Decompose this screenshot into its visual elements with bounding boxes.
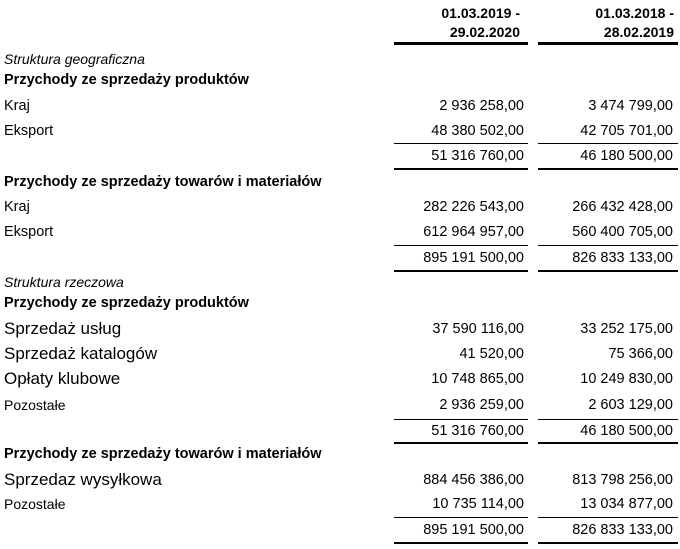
row-value-2019-2020: 10 735 114,00 <box>432 496 524 512</box>
section-title-geographic <box>0 51 680 73</box>
total-value-2019-2020: 895 191 500,00 <box>423 522 524 538</box>
total-double-line <box>538 442 678 444</box>
total-value-2018-2019: 826 833 133,00 <box>572 250 673 266</box>
total-row <box>0 146 680 168</box>
row-value-2018-2019: 75 366,00 <box>608 346 673 362</box>
total-value-2018-2019: 46 180 500,00 <box>580 148 673 164</box>
row-value-2019-2020: 612 964 957,00 <box>423 224 524 240</box>
column-header-line: 29.02.2020 <box>449 24 520 40</box>
row-value-2018-2019: 10 249 830,00 <box>580 371 673 387</box>
row-value-2018-2019: 2 603 129,00 <box>588 397 673 413</box>
column-header-2019-2020 <box>394 4 520 42</box>
group-title-products <box>0 294 680 316</box>
row-value-2018-2019: 33 252 175,00 <box>580 321 673 337</box>
total-row <box>0 520 680 542</box>
subtotal-line <box>394 143 528 144</box>
column-header-2018-2019 <box>538 4 674 42</box>
header-underline <box>538 42 678 45</box>
row-label: Eksport <box>4 224 54 240</box>
group-title-goods <box>0 173 680 195</box>
total-row <box>0 421 680 443</box>
total-value-2019-2020: 895 191 500,00 <box>423 250 524 266</box>
header-underline <box>394 42 528 45</box>
column-header-line: 28.02.2019 <box>603 24 674 40</box>
table-row <box>0 395 680 417</box>
table-row <box>0 319 680 341</box>
row-value-2018-2019: 266 432 428,00 <box>572 199 673 215</box>
table-row <box>0 222 680 244</box>
subtotal-line <box>394 245 528 246</box>
total-double-line <box>538 270 678 272</box>
table-row <box>0 344 680 366</box>
subtotal-line <box>394 517 528 518</box>
row-value-2019-2020: 2 936 258,00 <box>439 98 524 114</box>
row-label: Pozostałe <box>4 397 66 413</box>
total-value-2019-2020: 51 316 760,00 <box>431 423 524 439</box>
row-label: Sprzedaż usług <box>4 319 122 338</box>
row-value-2018-2019: 13 034 877,00 <box>580 496 673 512</box>
row-value-2018-2019: 560 400 705,00 <box>572 224 673 240</box>
table-row <box>0 121 680 143</box>
table-row <box>0 470 680 492</box>
row-value-2019-2020: 10 748 865,00 <box>431 371 524 387</box>
row-value-2019-2020: 884 456 386,00 <box>423 472 524 488</box>
row-label: Opłaty klubowe <box>4 369 121 388</box>
column-header-line: 01.03.2018 - <box>595 5 674 21</box>
total-row <box>0 248 680 270</box>
group-title-products <box>0 71 680 93</box>
row-value-2019-2020: 48 380 502,00 <box>431 123 524 139</box>
group-title: Przychody ze sprzedaży produktów <box>4 72 249 88</box>
group-title: Przychody ze sprzedaży towarów i materiałów <box>4 446 322 462</box>
total-double-line <box>394 270 528 272</box>
total-double-line <box>538 168 678 170</box>
subtotal-line <box>394 419 528 420</box>
row-value-2019-2020: 282 226 543,00 <box>423 199 524 215</box>
row-label: Pozostałe <box>4 496 66 512</box>
row-label: Kraj <box>4 199 30 215</box>
group-title-goods <box>0 445 680 467</box>
row-value-2019-2020: 2 936 259,00 <box>439 397 524 413</box>
row-label: Sprzedaz wysyłkowa <box>4 470 162 489</box>
subtotal-line <box>538 245 678 246</box>
table-row <box>0 96 680 118</box>
row-label: Eksport <box>4 123 54 139</box>
subtotal-line <box>538 143 678 144</box>
section-title-material <box>0 274 680 296</box>
total-double-line <box>394 442 528 444</box>
row-value-2018-2019: 3 474 799,00 <box>588 98 673 114</box>
group-title: Przychody ze sprzedaży produktów <box>4 295 249 311</box>
total-double-line <box>538 542 678 544</box>
row-value-2019-2020: 41 520,00 <box>459 346 524 362</box>
subtotal-line <box>538 419 678 420</box>
row-value-2018-2019: 813 798 256,00 <box>572 472 673 488</box>
group-title: Przychody ze sprzedaży towarów i materiałów <box>4 174 322 190</box>
total-value-2019-2020: 51 316 760,00 <box>431 148 524 164</box>
total-double-line <box>394 542 528 544</box>
total-double-line <box>394 168 528 170</box>
row-label: Sprzedaż katalogów <box>4 344 158 363</box>
row-value-2018-2019: 42 705 701,00 <box>580 123 673 139</box>
row-label: Kraj <box>4 98 30 114</box>
column-header-line: 01.03.2019 - <box>441 5 520 21</box>
total-value-2018-2019: 46 180 500,00 <box>580 423 673 439</box>
section-title: Struktura geograficzna <box>4 51 145 67</box>
subtotal-line <box>538 517 678 518</box>
section-title: Struktura rzeczowa <box>4 274 124 290</box>
table-row <box>0 197 680 219</box>
table-row <box>0 494 680 516</box>
table-row <box>0 369 680 391</box>
total-value-2018-2019: 826 833 133,00 <box>572 522 673 538</box>
row-value-2019-2020: 37 590 116,00 <box>432 321 524 337</box>
